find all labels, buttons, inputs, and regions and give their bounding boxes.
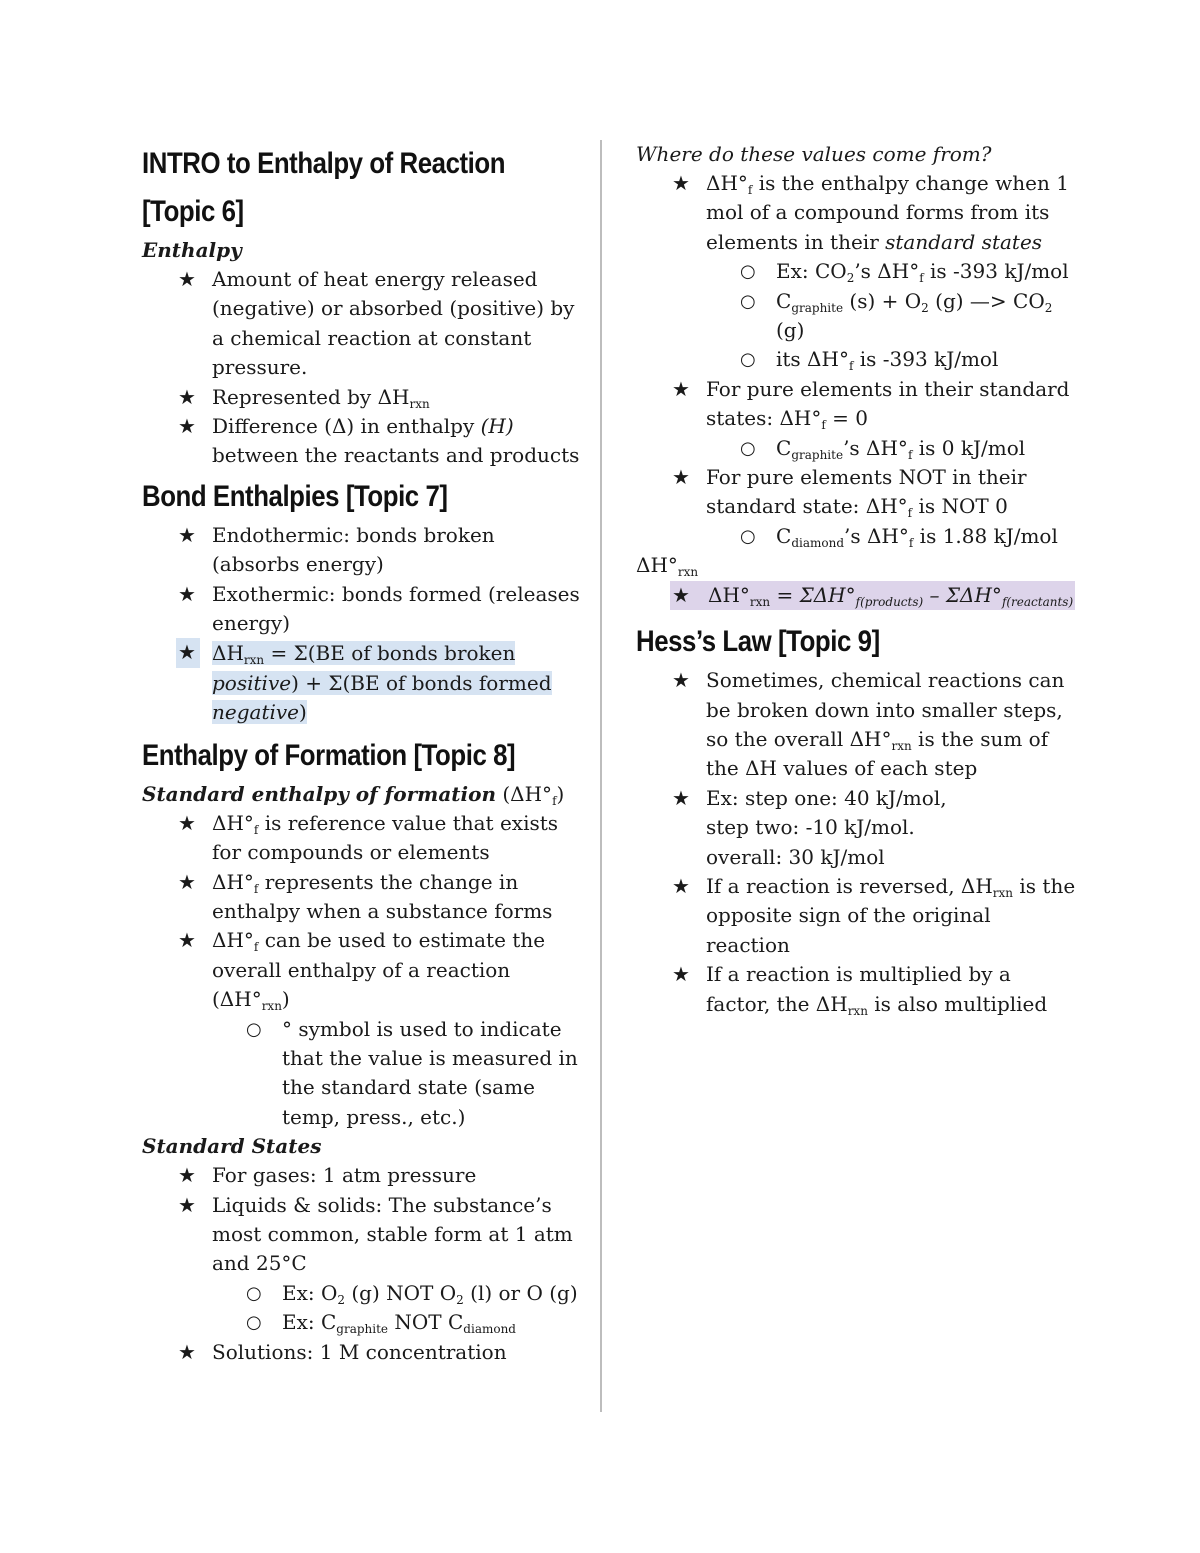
- sub-list-item: ○ $C_{diamond}’s$ $\Delta H^\circ_f$ is 1.88 kJ/mol: [740, 523, 1058, 550]
- list-item: ★ Exothermic: bonds formed (releases energy): [178, 581, 580, 636]
- star-bullet-icon: ★: [178, 384, 196, 409]
- topic7-heading: Bond Enthalpies [Topic 7]: [142, 479, 448, 513]
- sub-list-item: ○ Ex: $O_2$ (g) NOT $O_2$ (l) or O (g): [246, 1280, 578, 1307]
- circle-bullet-icon: ○: [740, 437, 756, 459]
- star-bullet-icon: ★: [178, 869, 196, 894]
- list-item: ★ $\Delta H^\circ_f$ is the enthalpy change when 1 mol of a compound forms from its elements in their standard states: [672, 171, 1069, 254]
- circle-bullet-icon: ○: [246, 1282, 262, 1304]
- star-bullet-icon: ★: [178, 581, 196, 606]
- star-bullet-icon: ★: [672, 785, 690, 810]
- list-item: ★ Sometimes, chemical reactions can be broken down into smaller steps, so the overall $\Delta H^\circ_{rxn}$ is the sum of the ΔH values of each step: [672, 668, 1065, 781]
- star-bullet-icon: ★: [178, 1163, 196, 1188]
- circle-bullet-icon: ○: [740, 349, 756, 371]
- rxn-label: $\Delta H^\circ_{rxn}$: [636, 553, 699, 580]
- sub-list-item: ○ $C_{graphite}$ $(s) + O_2$ (g) —> $CO_2$ (g): [740, 288, 1053, 343]
- highlighted-equation: ★ $\Delta H_{rxn} = \Sigma(BE$ of bonds broken positive) + Σ(BE of bonds formed negative): [178, 640, 552, 725]
- topic6-heading-line2: [Topic 6]: [142, 195, 244, 228]
- star-bullet-icon: ★: [178, 267, 196, 291]
- enthalpy-subheading: Enthalpy: [142, 238, 242, 262]
- list-item: ★ For gases: 1 atm pressure: [142, 1161, 582, 1190]
- list-item: ★ $\Delta H^\circ_f$ is reference value that exists for compounds or elements: [178, 810, 559, 865]
- star-bullet-icon: ★: [178, 1339, 196, 1364]
- list-item: ★ Amount of heat energy released (negative) or absorbed (positive) by a chemical reaction at constant pressure.: [178, 267, 575, 380]
- right-column: [636, 140, 1076, 1019]
- star-bullet-icon: ★: [178, 414, 196, 439]
- topic8-heading: Enthalpy of Formation [Topic 8]: [142, 738, 516, 772]
- star-bullet-icon: ★: [672, 171, 690, 195]
- sub-list-item: ○ $C_{graphite}’s$ $\Delta H^\circ_f$ is 0 kJ/mol: [740, 435, 1026, 462]
- list-item: ★ Difference (Δ) in enthalpy (H) between the reactants and products: [178, 414, 580, 468]
- star-bullet-icon: ★: [672, 668, 690, 693]
- list-item: ★ If a reaction is multiplied by a factor, the $\Delta H_{rxn}$ is also multiplied: [672, 962, 1048, 1018]
- column-divider: [600, 140, 602, 1412]
- left-column: [142, 140, 582, 1367]
- standard-enthalpy-subheading: Standard enthalpy of formation $(\Delta H^\circ_f)$: [142, 781, 565, 808]
- star-bullet-icon: ★: [178, 522, 196, 547]
- list-item: ★ Ex: step one: 40 kJ/mol, step two: -10 kJ/mol. overall: 30 kJ/mol: [672, 785, 947, 869]
- standard-states-subheading: Standard States: [142, 1134, 322, 1159]
- sub-list-item: ○ its $\Delta H^\circ_f$ is -393 kJ/mol: [740, 347, 999, 374]
- circle-bullet-icon: ○: [740, 290, 756, 312]
- circle-bullet-icon: ○: [740, 525, 756, 547]
- list-item: ★ Solutions: 1 M concentration: [142, 1338, 582, 1367]
- list-item: ★ $\Delta H^\circ_f$ represents the change in enthalpy when a substance forms: [178, 869, 553, 923]
- circle-bullet-icon: ○: [740, 261, 756, 283]
- list-item: ★ Represented by $\Delta H_{rxn}$: [178, 384, 430, 411]
- star-bullet-icon: ★: [178, 1192, 196, 1217]
- highlighted-equation: ★ $\Delta H^\circ_{rxn} = \Sigma\Delta H^\circ_{f(products)} - \Sigma\Delta H^\circ_{f(reactants)}$: [672, 582, 1074, 609]
- star-bullet-icon: ★: [672, 962, 690, 987]
- circle-bullet-icon: ○: [246, 1312, 262, 1334]
- star-bullet-icon: ★: [176, 638, 200, 667]
- list-item: ★ Liquids & solids: The substance’s most common, stable form at 1 atm and 25°C: [178, 1192, 573, 1276]
- star-bullet-icon: ★: [178, 810, 196, 835]
- sub-list-item: ○ Ex: $CO_2’s$ $\Delta H^\circ_f$ is -393 kJ/mol: [740, 259, 1069, 286]
- sub-list-item: ○ Ex: $C_{graphite}$ NOT $C_{diamond}$: [246, 1310, 516, 1337]
- topic6-heading-line1: INTRO to Enthalpy of Reaction: [142, 147, 506, 180]
- list-item: ★ For pure elements NOT in their standard state: $\Delta H^\circ_f$ is NOT 0: [672, 465, 1027, 521]
- list-item: ★ $\Delta H^\circ_f$ can be used to estimate the overall enthalpy of a reaction $(\Delta H^\circ_{rxn})$: [178, 928, 546, 1014]
- topic9-heading: Hess’s Law [Topic 9]: [636, 625, 880, 659]
- list-item: ★ If a reaction is reversed, $\Delta H_{rxn}$ is the opposite sign of the original reaction: [672, 873, 1076, 957]
- star-bullet-icon: ★: [672, 873, 690, 898]
- sub-list-item: ○ ° symbol is used to indicate that the value is measured in the standard state (same temp, press., etc.): [246, 1016, 578, 1129]
- list-item: ★ For pure elements in their standard states: $\Delta H^\circ_f = 0$: [672, 376, 1070, 433]
- star-bullet-icon: ★: [672, 376, 690, 401]
- star-bullet-icon: ★: [672, 582, 690, 607]
- star-bullet-icon: ★: [178, 928, 196, 953]
- list-item: ★ Endothermic: bonds broken (absorbs energy): [178, 522, 495, 577]
- star-bullet-icon: ★: [672, 465, 690, 490]
- circle-bullet-icon: ○: [246, 1018, 262, 1040]
- values-question: Where do these values come from?: [636, 142, 992, 166]
